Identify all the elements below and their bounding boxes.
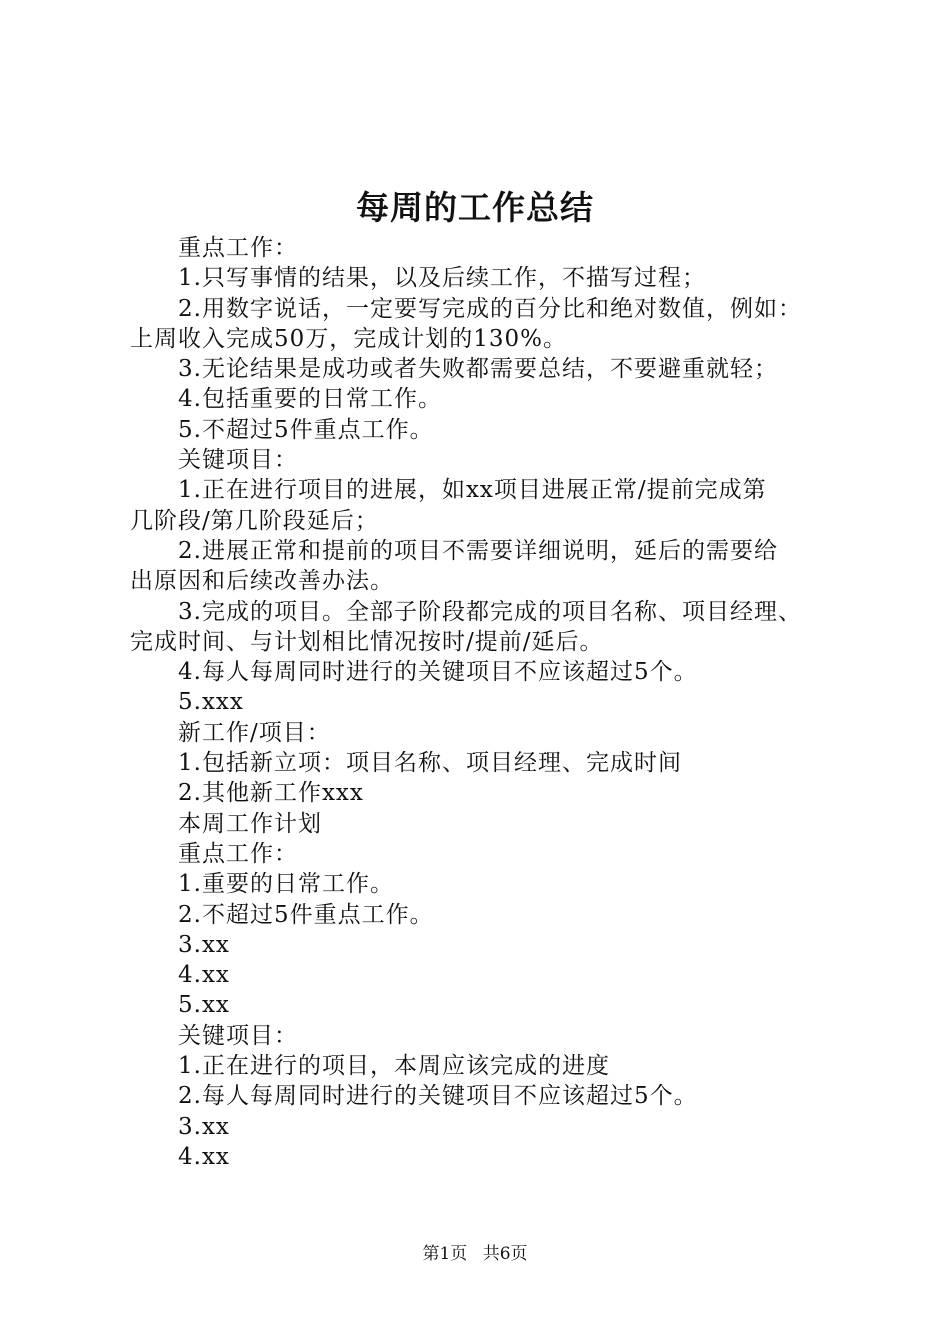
text-line: 上周收入完成50万，完成计划的130%。 bbox=[130, 325, 568, 352]
text-line: 1.重要的日常工作。 bbox=[178, 871, 394, 898]
document-body bbox=[130, 233, 854, 1172]
text-line: 1.正在进行项目的进展，如xx项目进展正常/提前完成第 bbox=[178, 477, 767, 504]
text-line: 5.xx bbox=[178, 992, 230, 1019]
page-total: 共6页 bbox=[482, 1244, 528, 1264]
text-line: 1.正在进行的项目，本周应该完成的进度 bbox=[178, 1053, 610, 1080]
document-title: 每周的工作总结 bbox=[356, 188, 594, 227]
text-line: 2.不超过5件重点工作。 bbox=[178, 901, 434, 928]
text-line: 4.每人每周同时进行的关键项目不应该超过5个。 bbox=[178, 659, 698, 686]
text-line: 完成时间、与计划相比情况按时/提前/延后。 bbox=[130, 628, 604, 655]
text-line: 1.只写事情的结果，以及后续工作，不描写过程； bbox=[178, 265, 706, 292]
text-line: 1.包括新立项：项目名称、项目经理、完成时间 bbox=[178, 750, 682, 777]
text-line: 2.其他新工作xxx bbox=[178, 780, 364, 807]
text-line: 3.xx bbox=[178, 1113, 230, 1140]
text-line: 2.进展正常和提前的项目不需要详细说明，延后的需要给 bbox=[178, 537, 778, 564]
text-line: 3.完成的项目。全部子阶段都完成的项目名称、项目经理、 bbox=[178, 598, 802, 625]
text-line: 3.xx bbox=[178, 931, 230, 958]
text-line: 5.不超过5件重点工作。 bbox=[178, 416, 434, 443]
text-line: 关键项目： bbox=[178, 447, 298, 474]
text-line: 本周工作计划 bbox=[178, 810, 322, 837]
text-line: 4.xx bbox=[178, 1143, 230, 1170]
page-number: 第1页 bbox=[422, 1244, 468, 1264]
text-line: 重点工作： bbox=[178, 235, 298, 261]
text-line: 3.无论结果是成功或者失败都需要总结，不要避重就轻； bbox=[178, 356, 778, 383]
text-line: 关键项目： bbox=[178, 1022, 298, 1049]
text-line: 重点工作： bbox=[178, 840, 298, 867]
text-line: 几阶段/第几阶段延后； bbox=[130, 507, 379, 534]
text-line: 2.每人每周同时进行的关键项目不应该超过5个。 bbox=[178, 1083, 698, 1110]
text-line: 5.xxx bbox=[178, 689, 244, 716]
text-line: 2.用数字说话，一定要写完成的百分比和绝对数值，例如： bbox=[178, 295, 802, 322]
text-line: 出原因和后续改善办法。 bbox=[130, 568, 394, 595]
text-line: 4.包括重要的日常工作。 bbox=[178, 386, 442, 413]
page-footer bbox=[0, 1241, 950, 1267]
text-line: 4.xx bbox=[178, 962, 230, 989]
text-line: 新工作/项目： bbox=[178, 719, 331, 746]
